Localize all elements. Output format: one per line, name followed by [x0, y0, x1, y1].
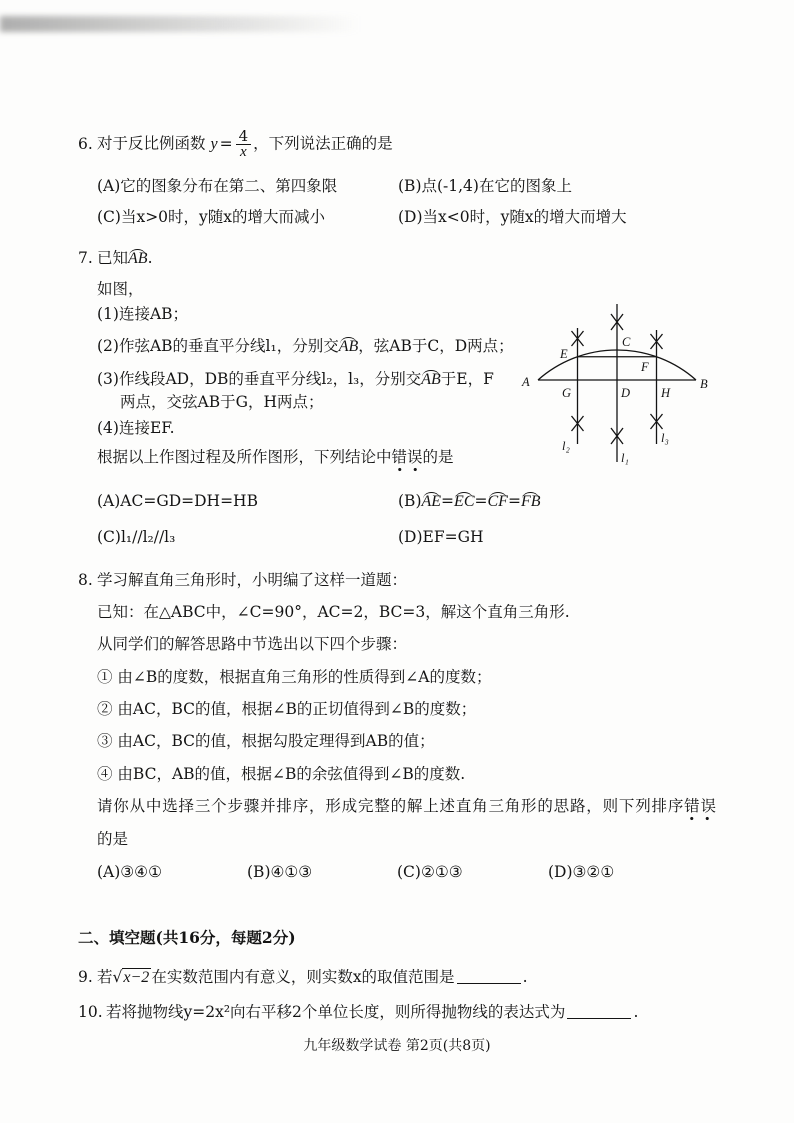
- q6-function-y: y: [210, 135, 218, 153]
- q7-option-b-equals: =: [441, 492, 455, 510]
- q10-answer-blank: [567, 1004, 631, 1019]
- q8-question-emphasis: 错误: [684, 797, 716, 822]
- q6-number: 6.: [78, 134, 93, 153]
- q7-step-2: [97, 336, 514, 357]
- label-d: D: [621, 386, 631, 400]
- q9-radicand: x−2: [123, 969, 150, 986]
- q9-number: 9.: [78, 968, 93, 986]
- q7-option-b-equals: =: [507, 492, 521, 510]
- q7-option-d: (D)EF=GH: [398, 528, 484, 546]
- q8-step-1: ① 由∠B的度数，根据直角三角形的性质得到∠A的度数；: [97, 668, 492, 686]
- q10-number: 10.: [78, 1003, 103, 1021]
- q7-step-3-tail: 于E，F: [440, 370, 494, 388]
- label-c: C: [622, 335, 631, 349]
- q7-stem: [78, 248, 153, 269]
- label-l1: l₁: [621, 451, 629, 465]
- label-f: F: [641, 360, 649, 374]
- label-e: E: [560, 347, 568, 361]
- q9-text-start: 若: [97, 968, 113, 986]
- q7-option-b-arc-fb: FB: [520, 493, 541, 510]
- q8-stem: [78, 570, 407, 590]
- q6-option-b: (B)点(-1,4)在它的图象上: [398, 177, 572, 195]
- scan-shadow: [0, 16, 360, 32]
- q10-text: 若将抛物线y=2x²向右平移2个单位长度，则所得抛物线的表达式为: [106, 1003, 566, 1021]
- page-footer: 九年级数学试卷 第2页(共8页): [303, 1038, 491, 1054]
- q7-given-arc: AB: [128, 250, 148, 267]
- q8-option-b: (B)④①③: [247, 863, 313, 881]
- q7-option-b-equals: =: [474, 492, 488, 510]
- q7-question: [97, 447, 454, 467]
- label-l3: l₃: [661, 431, 669, 445]
- q8-step-4: ④ 由BC，AB的值，根据∠B的余弦值得到∠B的度数.: [97, 765, 466, 783]
- q6-stem-tail: ，下列说法正确的是: [253, 134, 393, 153]
- q9-answer-blank: [457, 969, 521, 984]
- q7-option-b-arc-cf: CF: [487, 493, 508, 510]
- label-h: H: [661, 386, 671, 400]
- label-g: G: [562, 386, 572, 400]
- q7-step-2-arc: AB: [338, 338, 359, 355]
- q10-end: .: [633, 1003, 639, 1021]
- q7-step-3-text: (3)作线段AD，DB的垂直平分线l₂，l₃，分别交: [97, 370, 422, 388]
- q9-text: 在实数范围内有意义，则实数x的取值范围是: [151, 968, 455, 986]
- label-a: A: [522, 375, 530, 389]
- q10: [78, 1002, 638, 1022]
- q7-option-b-arc-ec: EC: [454, 493, 475, 510]
- q6-option-a: (A)它的图象分布在第二、第四象限: [97, 177, 338, 195]
- q7-intro: 如图，: [97, 280, 144, 298]
- q6-fraction: [236, 129, 252, 160]
- label-b: B: [700, 377, 708, 391]
- q7-given-text: 已知: [97, 249, 129, 267]
- q8-question-tail: 的是: [97, 830, 129, 848]
- q7-option-b-arc-ae: AE: [421, 493, 442, 510]
- q7-step-2-text: (2)作弦AB的垂直平分线l₁，分别交: [97, 337, 339, 355]
- q7-option-b-label: (B): [398, 492, 422, 510]
- q8-option-d: (D)③②①: [548, 863, 615, 881]
- q8-step-2: ② 由AC，BC的值，根据∠B的正切值得到∠B的度数；: [97, 700, 477, 718]
- q7-step-2-tail: ，弦AB于C，D两点；: [358, 337, 514, 355]
- q8-intro: 从同学们的解答思路中节选出以下四个步骤：: [97, 635, 408, 653]
- section-heading: 二、填空题(共16分，每题2分): [78, 928, 296, 947]
- q7-step-3: [97, 369, 494, 390]
- q8-stem-text: 学习解直角三角形时，小明编了这样一道题：: [97, 571, 408, 589]
- q6-option-c: (C)当x>0时，y随x的增大而减小: [97, 208, 326, 226]
- q8-given: 已知：在△ABC中，∠C=90°，AC=2，BC=3，解这个直角三角形.: [97, 603, 570, 621]
- q7-construction-figure: [520, 300, 720, 468]
- q7-question-tail: 的是: [422, 448, 454, 466]
- q7-given-end: .: [147, 249, 153, 267]
- q7-step-3-continued: 两点，交弦AB于G，H两点；: [120, 393, 324, 411]
- q8-question-text: 请你从中选择三个步骤并排序，形成完整的解上述直角三角形的思路，则下列排序: [97, 797, 685, 815]
- q7-step-3-arc: AB: [421, 371, 441, 388]
- q6-stem-text: 对于反比例函数: [97, 134, 206, 153]
- q7-option-a: (A)AC=GD=DH=HB: [97, 492, 258, 510]
- q7-option-c: (C)l₁//l₂//l₃: [97, 528, 176, 546]
- q6-stem: [78, 129, 393, 160]
- q7-question-emphasis: 错误: [392, 448, 423, 473]
- q6-fraction-numerator: 4: [236, 129, 252, 145]
- q9: [78, 967, 528, 988]
- q7-step-4: (4)连接EF.: [97, 419, 175, 437]
- q7-option-b: [398, 491, 541, 512]
- q8-question: [97, 796, 716, 816]
- q7-step-1: (1)连接AB；: [97, 305, 189, 323]
- q6-equals: =: [219, 134, 233, 153]
- q8-step-3: ③ 由AC，BC的值，根据勾股定理得到AB的值；: [97, 732, 435, 750]
- q7-question-text: 根据以上作图过程及所作图形，下列结论中: [97, 448, 392, 466]
- q6-fraction-denominator: x: [240, 144, 247, 160]
- q7-number: 7.: [78, 249, 93, 267]
- q6-option-d: (D)当x<0时，y随x的增大而增大: [398, 208, 627, 226]
- q8-number: 8.: [78, 571, 93, 589]
- q9-radical-sign: √: [112, 968, 123, 986]
- label-l2: l₂: [562, 439, 570, 453]
- q8-option-a: (A)③④①: [97, 863, 162, 881]
- q8-option-c: (C)②①③: [397, 863, 463, 881]
- q9-end: .: [522, 968, 528, 986]
